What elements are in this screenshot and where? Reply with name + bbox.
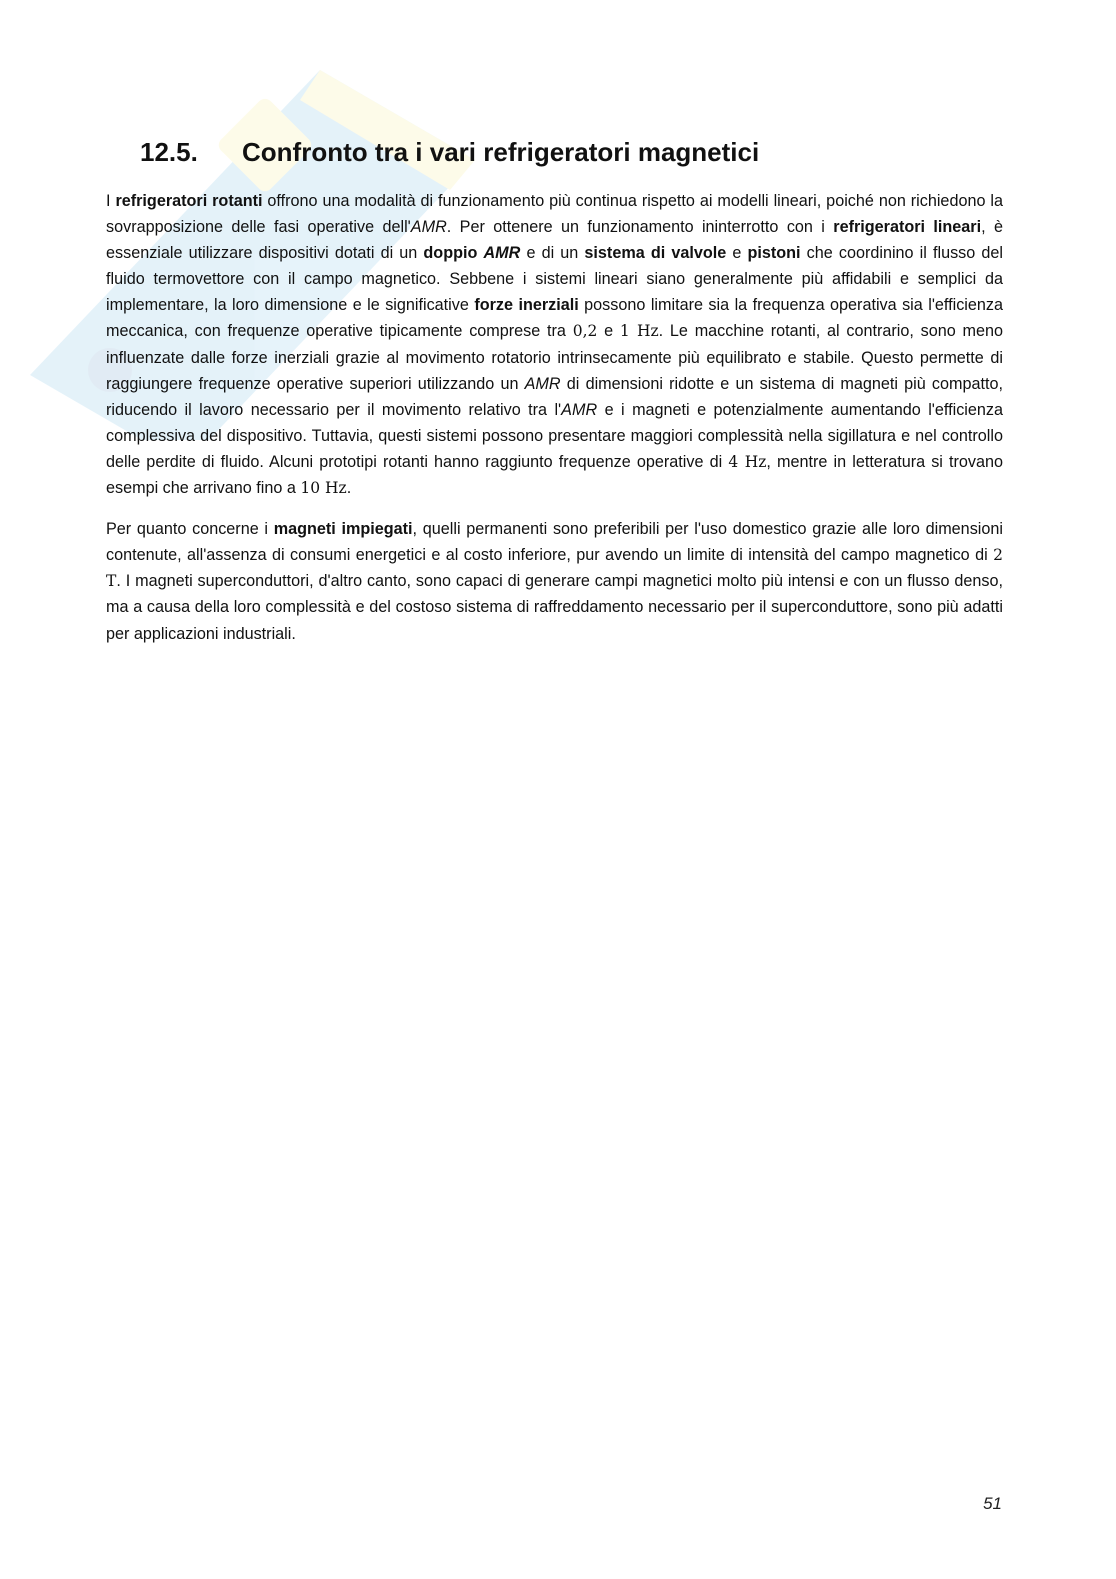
text-run: I xyxy=(106,192,116,210)
math-value: 4 Hz xyxy=(728,452,767,471)
bold-italic-term: AMR xyxy=(483,244,521,263)
text-run: , quelli permanenti sono preferibili per l'uso domestico grazie alle loro dimensioni contenute, all'assenza di consumi energetici e al costo inferiore, pur avendo un limite di intensità del campo magnetico di xyxy=(106,520,1003,565)
text-run: di dimensioni ridotte e un sistema di magneti più compatto, riducendo il lavoro necessario per il movimento relativo tra l' xyxy=(106,374,1003,419)
text-run: Per quanto concerne i xyxy=(106,520,274,539)
bold-term: doppio xyxy=(423,244,484,263)
bold-term: pistoni xyxy=(747,244,801,263)
bold-term: magneti impiegati xyxy=(273,520,413,539)
section-heading xyxy=(140,132,1020,172)
bold-term: refrigeratori lineari xyxy=(833,218,982,237)
body-text xyxy=(106,188,1003,662)
text-run: . Per ottenere un funzionamento ininterrotto con i xyxy=(446,218,834,237)
math-value: 10 Hz xyxy=(300,479,347,498)
text-run: che coordinino il flusso del fluido termovettore con il campo magnetico. Sebbene i sistemi lineari siano generalmente più affidabili e semplici da implementare, la loro dimensione e le significative xyxy=(106,244,1003,315)
paragraph-refrigerators xyxy=(106,188,1003,501)
text-run: , mentre in letteratura si trovano esempi che arrivano fino a xyxy=(106,452,1004,498)
page-number: 51 xyxy=(983,1494,1002,1513)
text-run: e xyxy=(726,244,748,263)
text-run: e di un xyxy=(520,244,585,263)
paragraph-magnets xyxy=(106,516,1003,646)
text-run: possono limitare sia la frequenza operativa sia l'efficienza meccanica, con frequenze operative tipicamente comprese tra xyxy=(106,296,1004,341)
text-run: , è essenziale utilizzare dispositivi dotati di un xyxy=(106,218,1003,263)
bold-term: sistema di valvole xyxy=(584,244,727,263)
italic-term: AMR xyxy=(524,374,561,393)
text-run: offrono una modalità di funzionamento più continua rispetto ai modelli lineari, poiché non richiedono la sovrapposizione delle fasi operative dell' xyxy=(106,192,1003,237)
italic-term: AMR xyxy=(410,218,447,237)
text-run: . xyxy=(346,479,352,498)
math-value: 1 Hz xyxy=(619,322,659,341)
italic-term: AMR xyxy=(561,400,598,419)
section-title: Confronto tra i vari refrigeratori magnetici xyxy=(242,137,760,167)
math-value: 0,2 xyxy=(572,322,598,341)
bold-term: refrigeratori rotanti xyxy=(115,192,263,210)
math-value: 2 T xyxy=(106,546,1003,591)
bold-term: forze inerziali xyxy=(474,296,579,315)
text-run: . Le macchine rotanti, al contrario, sono meno influenzate dalle forze inerziali grazie al movimento rotatorio intrinsecamente più equilibrato e stabile. Questo permette di raggiungere frequenze operative superiori utilizzando un xyxy=(106,322,1003,393)
text-run: . I magneti superconduttori, d'altro canto, sono capaci di generare campi magnetici molto più intensi e con un flusso denso, ma a causa della loro complessità e del costoso sistema di raffreddamento necessario per il superconduttore, sono più adatti per applicazioni industriali. xyxy=(106,572,1003,643)
text-run: e xyxy=(597,322,620,341)
section-number: 12.5. xyxy=(140,137,198,167)
text-run: e i magneti e potenzialmente aumentando l'efficienza complessiva del dispositivo. Tuttavia, questi sistemi possono presentare maggiori complessità nella sigillatura e nel controllo delle perdite di fluido. Alcuni prototipi rotanti hanno raggiunto frequenze operative di xyxy=(106,400,1003,471)
